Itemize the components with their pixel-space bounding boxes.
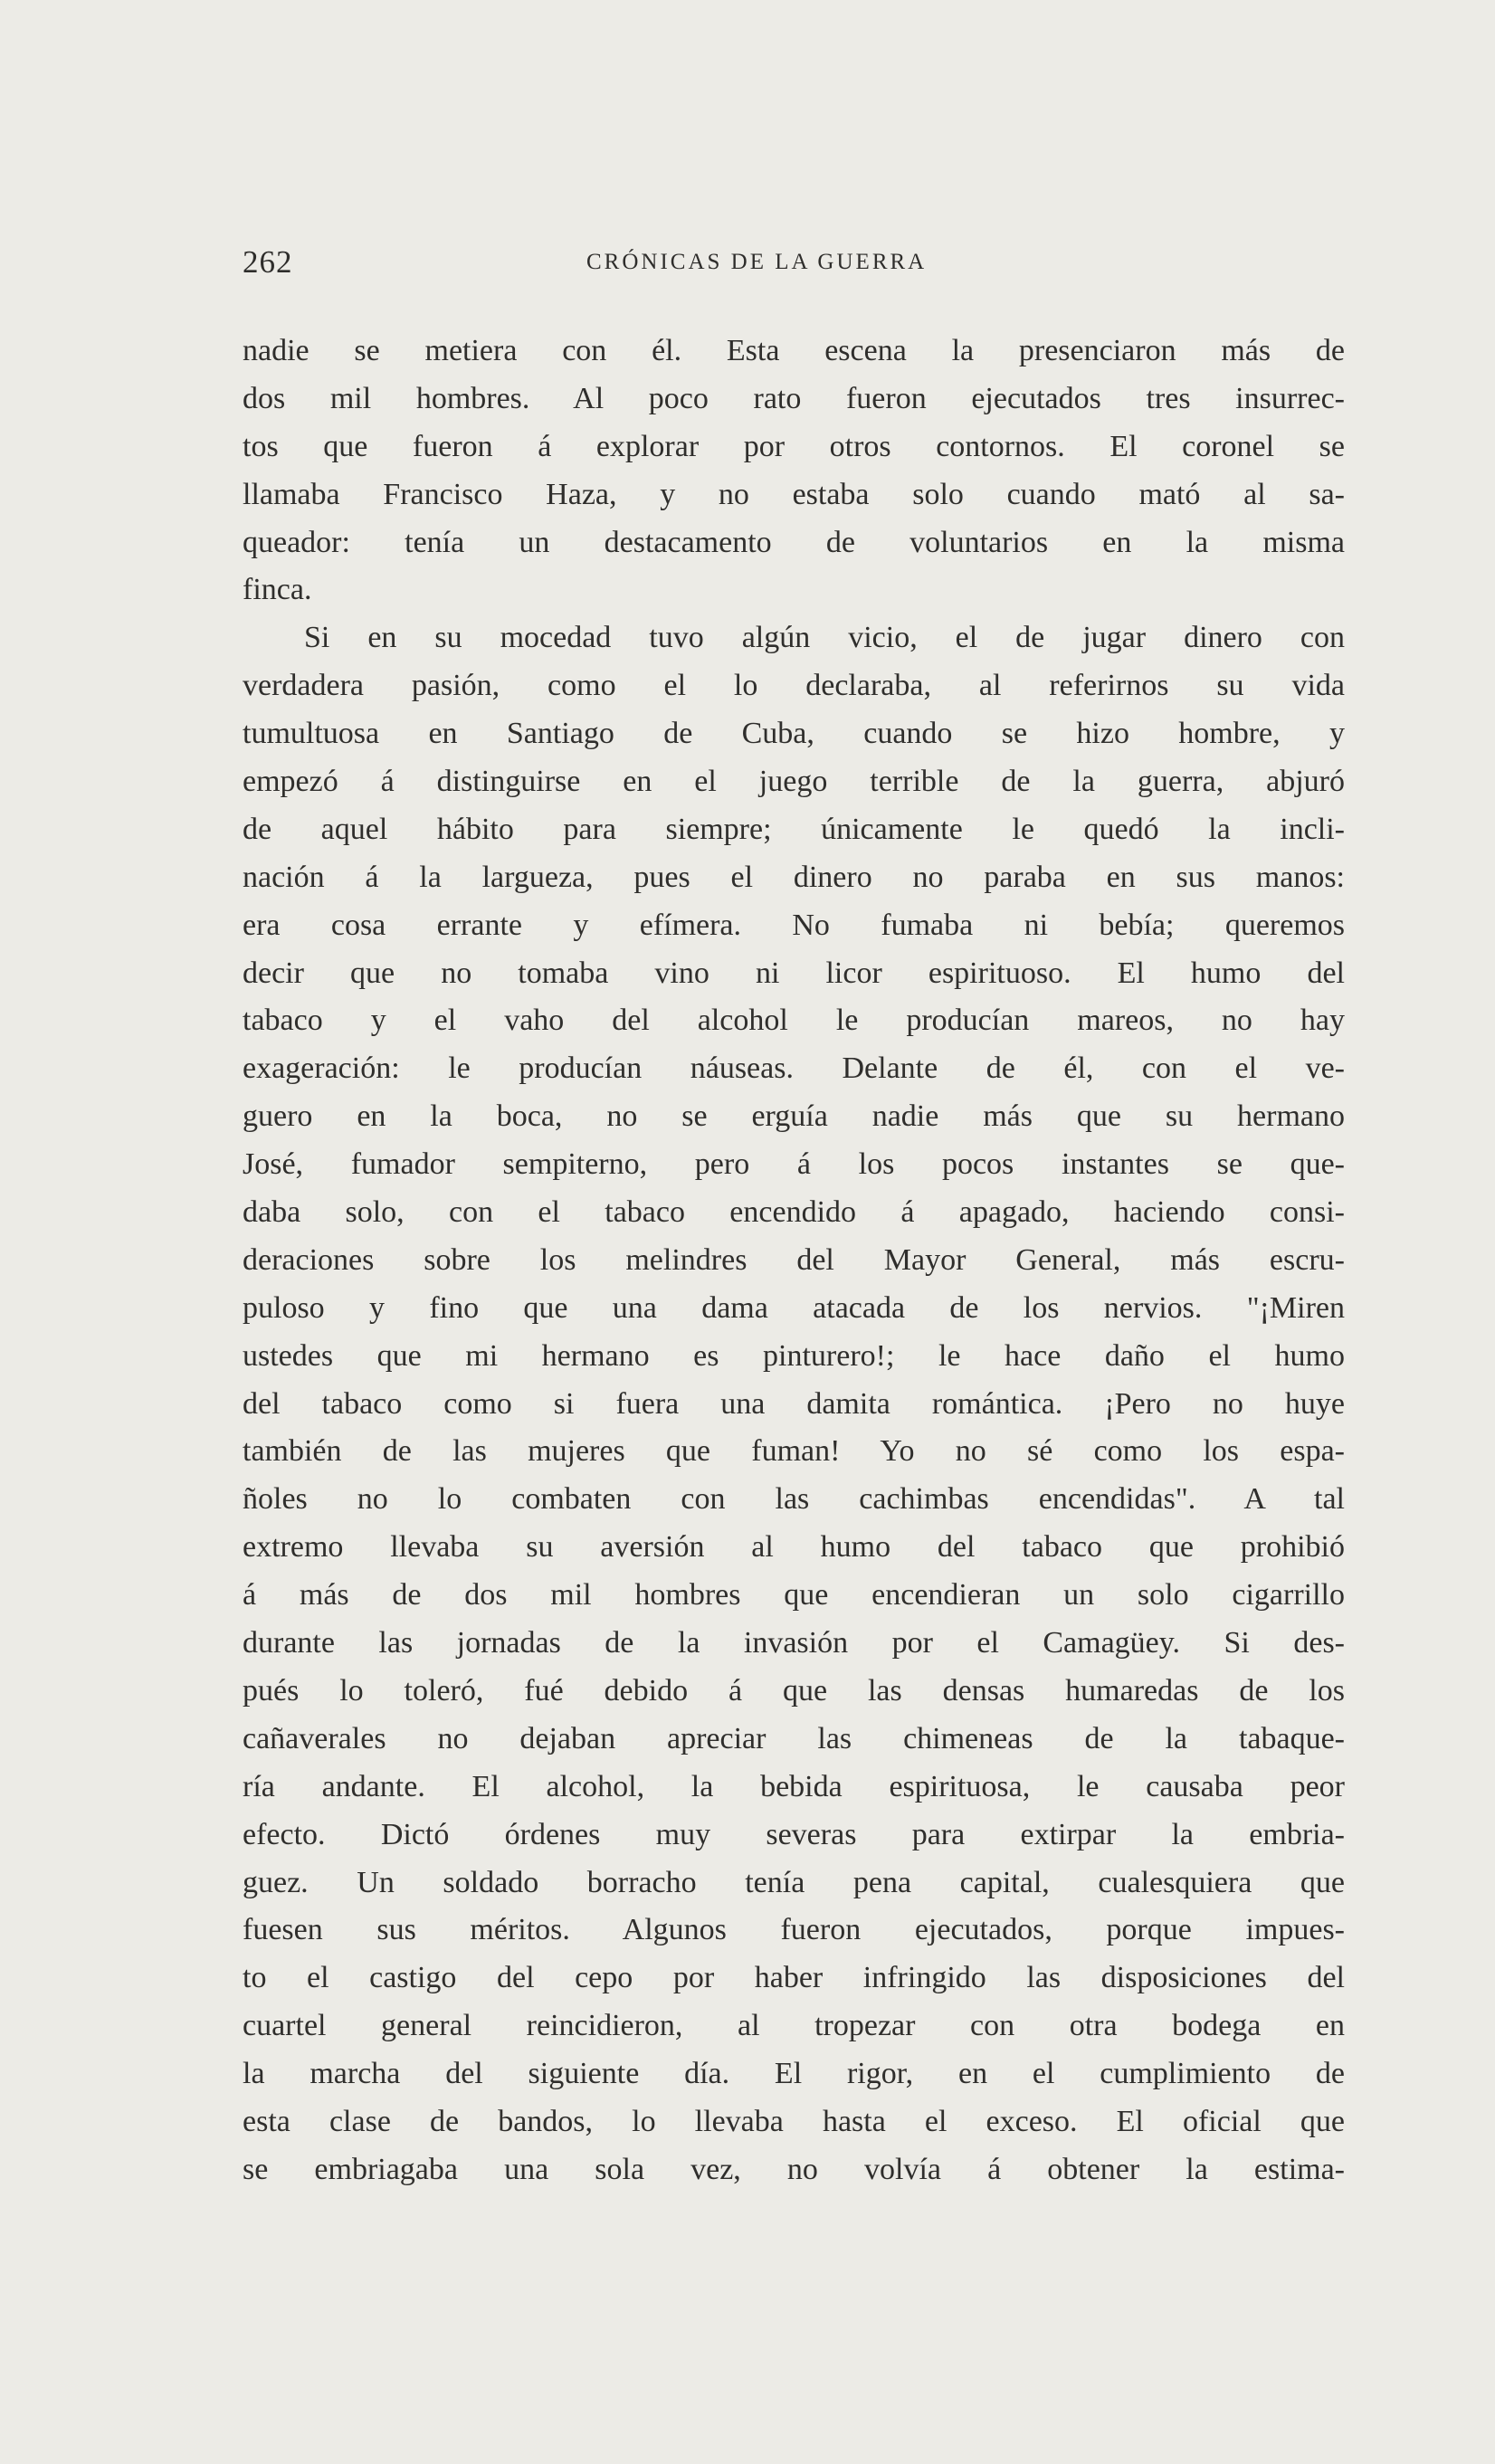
- page-number: 262: [243, 244, 293, 280]
- text-line: nación á la largueza, pues el dinero no paraba en sus manos:: [243, 860, 1345, 894]
- text-line: exageración: le producían náuseas. Delante de él, con el ve-: [243, 1051, 1345, 1086]
- text-line: guez. Un soldado borracho tenía pena capital, cualesquiera que: [243, 1865, 1345, 1899]
- body-text: [243, 328, 1345, 2194]
- text-line: esta clase de bandos, lo llevaba hasta el exceso. El oficial que: [243, 2104, 1345, 2138]
- text-line: fuesen sus méritos. Algunos fueron ejecutados, porque impues-: [243, 1913, 1345, 1947]
- text-line: queador: tenía un destacamento de voluntarios en la misma: [243, 525, 1345, 559]
- text-line: ría andante. El alcohol, la bebida espirituosa, le causaba peor: [243, 1769, 1345, 1803]
- text-line: decir que no tomaba vino ni licor espirituoso. El humo del: [243, 956, 1345, 990]
- text-line: to el castigo del cepo por haber infringido las disposiciones del: [243, 1961, 1345, 1995]
- text-line: era cosa errante y efímera. No fumaba ni bebía; queremos: [243, 908, 1345, 942]
- text-line: de aquel hábito para siempre; únicamente le quedó la incli-: [243, 812, 1345, 846]
- text-line: cañaverales no dejaban apreciar las chimeneas de la tabaque-: [243, 1721, 1345, 1755]
- text-line: Si en su mocedad tuvo algún vicio, el de jugar dinero con: [304, 621, 1345, 655]
- text-line: puloso y fino que una dama atacada de los nervios. "¡Miren: [243, 1290, 1345, 1325]
- text-line: deraciones sobre los melindres del Mayor General, más escru-: [243, 1242, 1345, 1277]
- text-line: verdadera pasión, como el lo declaraba, al referirnos su vida: [243, 669, 1345, 703]
- text-line: pués lo toleró, fué debido á que las densas humaredas de los: [243, 1673, 1345, 1708]
- text-line: del tabaco como si fuera una damita romántica. ¡Pero no huye: [243, 1386, 1345, 1421]
- text-line: empezó á distinguirse en el juego terrible de la guerra, abjuró: [243, 765, 1345, 799]
- text-line: ñoles no lo combaten con las cachimbas encendidas". A tal: [243, 1482, 1345, 1517]
- text-line: dos mil hombres. Al poco rato fueron ejecutados tres insurrec-: [243, 381, 1345, 415]
- text-line: ustedes que mi hermano es pinturero!; le hace daño el humo: [243, 1338, 1345, 1373]
- text-line: guero en la boca, no se erguía nadie más que su hermano: [243, 1099, 1345, 1134]
- text-line: también de las mujeres que fuman! Yo no sé como los espa-: [243, 1434, 1345, 1469]
- text-line: durante las jornadas de la invasión por el Camagüey. Si des-: [243, 1626, 1345, 1660]
- running-title: CRÓNICAS DE LA GUERRA: [586, 250, 928, 274]
- text-line: nadie se metiera con él. Esta escena la presenciaron más de: [243, 334, 1345, 367]
- text-line: tumultuosa en Santiago de Cuba, cuando se hizo hombre, y: [243, 717, 1345, 751]
- text-line: tos que fueron á explorar por otros contornos. El coronel se: [243, 429, 1345, 463]
- text-line: se embriagaba una sola vez, no volvía á obtener la estima-: [243, 2152, 1345, 2186]
- text-line: tabaco y el vaho del alcohol le producían mareos, no hay: [243, 1004, 1345, 1038]
- text-line: efecto. Dictó órdenes muy severas para extirpar la embria-: [243, 1817, 1345, 1851]
- text-line: finca.: [243, 573, 312, 607]
- text-line: José, fumador sempiterno, pero á los pocos instantes se que-: [243, 1147, 1345, 1182]
- text-line: la marcha del siguiente día. El rigor, en el cumplimiento de: [243, 2057, 1345, 2091]
- text-line: llamaba Francisco Haza, y no estaba solo cuando mató al sa-: [243, 477, 1345, 511]
- text-line: á más de dos mil hombres que encendieran un solo cigarrillo: [243, 1578, 1345, 1613]
- text-line: daba solo, con el tabaco encendido á apagado, haciendo consi-: [243, 1195, 1345, 1230]
- running-head: [243, 244, 1345, 290]
- text-line: cuartel general reincidieron, al tropezar con otra bodega en: [243, 2009, 1345, 2043]
- text-line: extremo llevaba su aversión al humo del tabaco que prohibió: [243, 1530, 1345, 1565]
